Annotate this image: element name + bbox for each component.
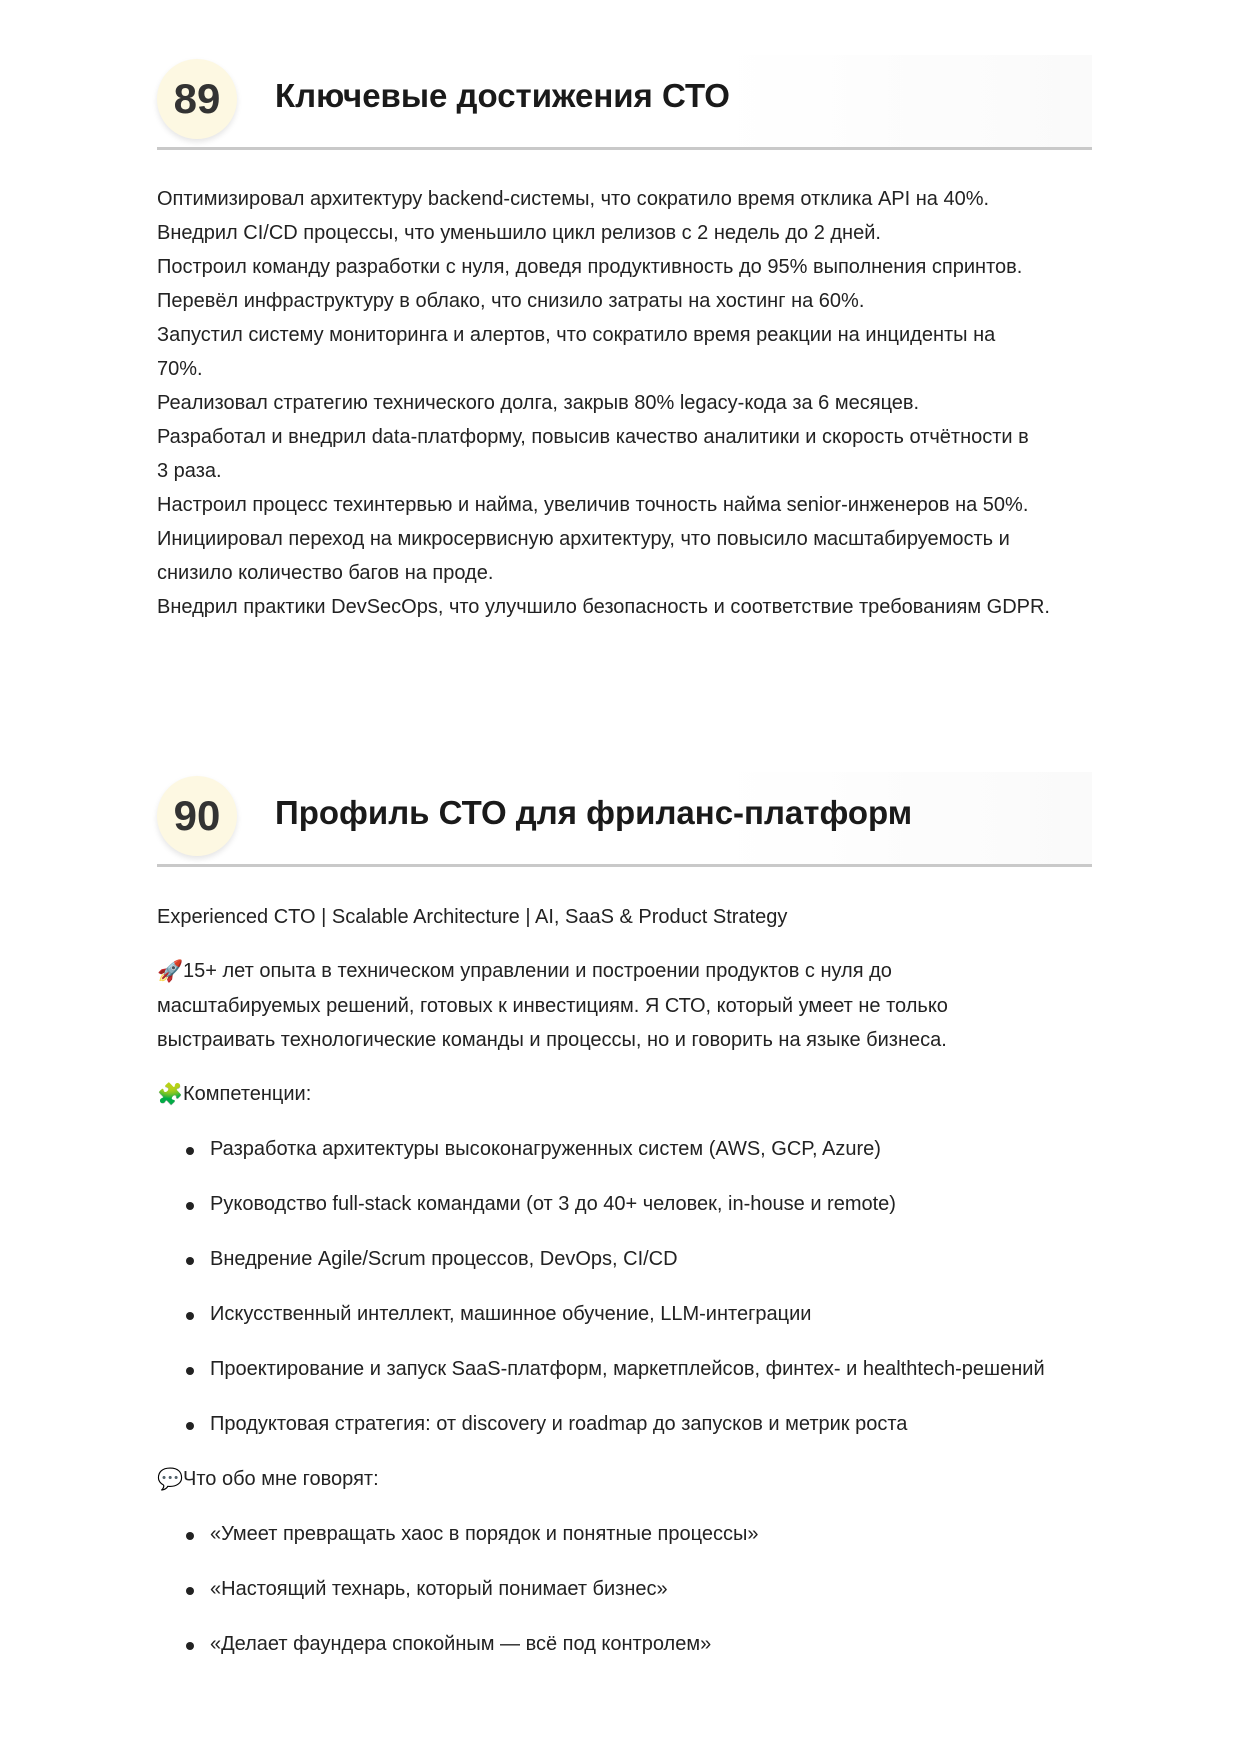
- rocket-icon: 🚀: [157, 960, 184, 983]
- text-line: Оптимизировал архитектуру backend-системы, что сократило время отклика API на 40%.: [157, 188, 990, 210]
- text-line: масштабируемых решений, готовых к инвестициям. Я СТО, который умеет не только: [157, 995, 948, 1017]
- text-line: Настроил процесс техинтервью и найма, увеличив точность найма senior-инженеров на 50%.: [157, 494, 1029, 516]
- achievements-text: [157, 182, 1097, 624]
- intro-paragraph: [157, 954, 1097, 1057]
- section-90-header: [157, 772, 1092, 867]
- list-item: Разработка архитектуры высоконагруженных систем (AWS, GCP, Azure): [157, 1132, 1097, 1166]
- list-item: Искусственный интеллект, машинное обучение, LLM-интеграции: [157, 1297, 1097, 1331]
- text-line: Разработал и внедрил data-платформу, повысив качество аналитики и скорость отчётности в: [157, 426, 1029, 448]
- text-line: Перевёл инфраструктуру в облако, что снизило затраты на хостинг на 60%.: [157, 290, 865, 312]
- profile-headline: Experienced CTO | Scalable Architecture | AI, SaaS & Product Strategy: [157, 906, 788, 928]
- competencies-heading: [157, 1077, 1097, 1112]
- competencies-list: [157, 1132, 1097, 1441]
- text-line: Инициировал переход на микросервисную архитектуру, что повысило масштабируемость и: [157, 528, 1010, 550]
- speech-bubble-icon: 💬: [157, 1468, 184, 1491]
- text-line: Внедрил практики DevSecOps, что улучшило безопасность и соответствие требованиям GDPR.: [157, 596, 1050, 618]
- section-number-badge: 89: [157, 59, 237, 139]
- list-item: Продуктовая стратегия: от discovery и roadmap до запусков и метрик роста: [157, 1407, 1097, 1441]
- profile-content: [157, 900, 1097, 1682]
- section-number-badge: 90: [157, 776, 237, 856]
- feedback-label: Что обо мне говорят:: [183, 1468, 379, 1490]
- section-title: Ключевые достижения СТО: [275, 77, 730, 114]
- puzzle-icon: 🧩: [157, 1083, 184, 1106]
- feedback-list: [157, 1517, 1097, 1661]
- list-item: Проектирование и запуск SaaS-платформ, маркетплейсов, финтех- и healthtech-решений: [157, 1352, 1097, 1386]
- text-line: Запустил систему мониторинга и алертов, что сократило время реакции на инциденты на: [157, 324, 996, 346]
- list-item: Руководство full-stack командами (от 3 до 40+ человек, in-house и remote): [157, 1187, 1097, 1221]
- text-line: Построил команду разработки с нуля, доведя продуктивность до 95% выполнения спринтов.: [157, 256, 1023, 278]
- feedback-heading: [157, 1462, 1097, 1497]
- text-line: 3 раза.: [157, 460, 222, 482]
- list-item: «Делает фаундера спокойным — всё под контролем»: [157, 1627, 1097, 1661]
- text-line: 15+ лет опыта в техническом управлении и построении продуктов с нуля до: [183, 960, 892, 982]
- text-line: выстраивать технологические команды и процессы, но и говорить на языке бизнеса.: [157, 1029, 947, 1051]
- text-line: снизило количество багов на проде.: [157, 562, 494, 584]
- text-line: Реализовал стратегию технического долга, закрыв 80% legacy-кода за 6 месяцев.: [157, 392, 920, 414]
- competencies-label: Компетенции:: [183, 1083, 312, 1105]
- text-line: Внедрил CI/CD процессы, что уменьшило цикл релизов с 2 недель до 2 дней.: [157, 222, 881, 244]
- text-line: 70%.: [157, 358, 203, 380]
- section-89-header: [157, 55, 1092, 150]
- section-title: Профиль СТО для фриланс-платформ: [275, 794, 913, 831]
- list-item: «Настоящий технарь, который понимает бизнес»: [157, 1572, 1097, 1606]
- list-item: «Умеет превращать хаос в порядок и понятные процессы»: [157, 1517, 1097, 1551]
- list-item: Внедрение Agile/Scrum процессов, DevOps, CI/CD: [157, 1242, 1097, 1276]
